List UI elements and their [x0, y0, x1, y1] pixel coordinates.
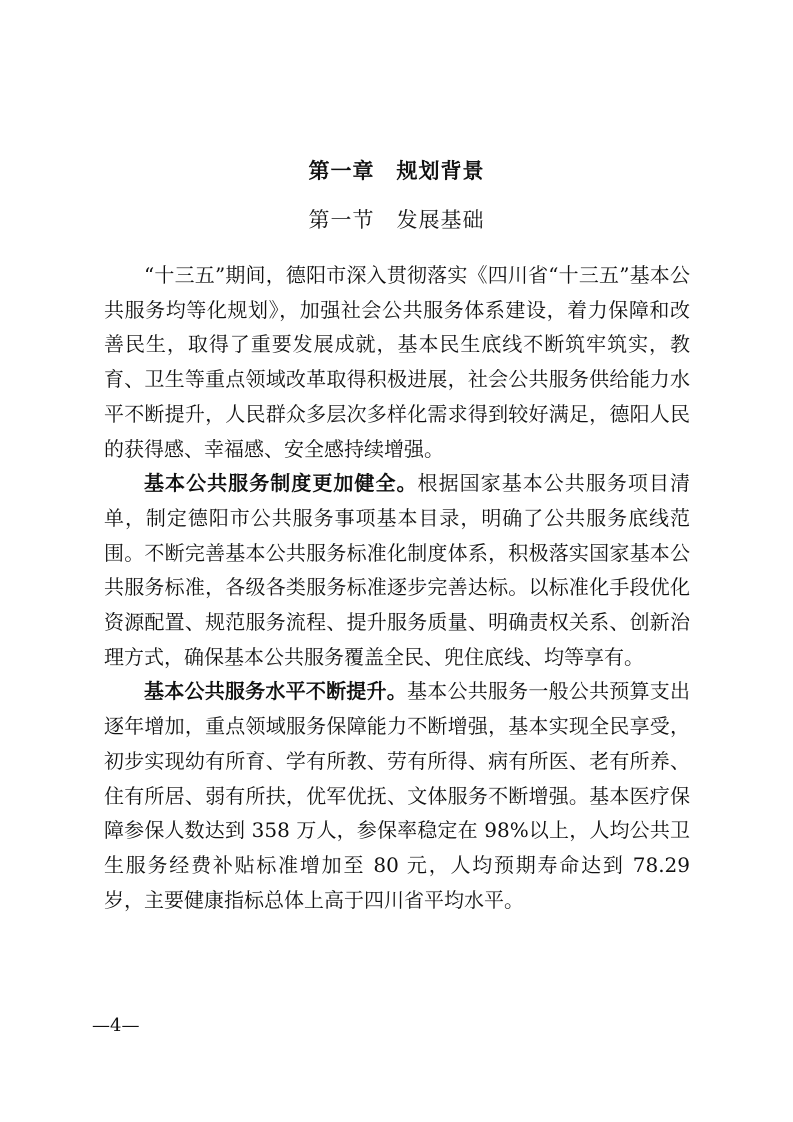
chapter-title: 第一章 规划背景 [308, 159, 485, 183]
paragraph-lead: 基本公共服务水平不断提升。 [144, 679, 407, 704]
paragraph-level [104, 674, 690, 917]
paragraph-intro [104, 258, 690, 466]
paragraph-system [104, 466, 690, 674]
paragraph-text: 基本公共服务一般公共预算支出逐年增加，重点领域服务保障能力不断增强，基本实现全民享受，初步实现幼有所育、学有所教、劳有所得、病有所医、老有所养、住有所居、弱有所扶，优军优抚、文体服务不断增强。基本医疗保障参保人数达到 358 万人，参保率稳定在 98%以上，人均公共卫生服务经费补贴标准增加至 80 元，人均预期寿命达到 78.29 岁，主要健康指标总体上高于四川省平均水平。 [104, 679, 690, 912]
paragraph-lead: 基本公共服务制度更加健全。 [144, 471, 418, 496]
body-text [104, 258, 690, 917]
paragraph-text: “十三五”期间，德阳市深入贯彻落实《四川省“十三五”基本公共服务均等化规划》，加强社会公共服务体系建设，着力保障和改善民生，取得了重要发展成就，基本民生底线不断筑牢筑实，教育、卫生等重点领域改革取得积极进展，社会公共服务供给能力水平不断提升，人民群众多层次多样化需求得到较好满足，德阳人民的获得感、幸福感、安全感持续增强。 [104, 263, 690, 461]
page-number: —4— [92, 1015, 140, 1036]
section-title: 第一节 发展基础 [308, 208, 485, 232]
paragraph-text: 根据国家基本公共服务项目清单，制定德阳市公共服务事项基本目录，明确了公共服务底线范围。不断完善基本公共服务标准化制度体系，积极落实国家基本公共服务标准，各级各类服务标准逐步完善达标。以标准化手段优化资源配置、规范服务流程、提升服务质量、明确责权关系、创新治理方式，确保基本公共服务覆盖全民、兜住底线、均等享有。 [104, 471, 691, 669]
